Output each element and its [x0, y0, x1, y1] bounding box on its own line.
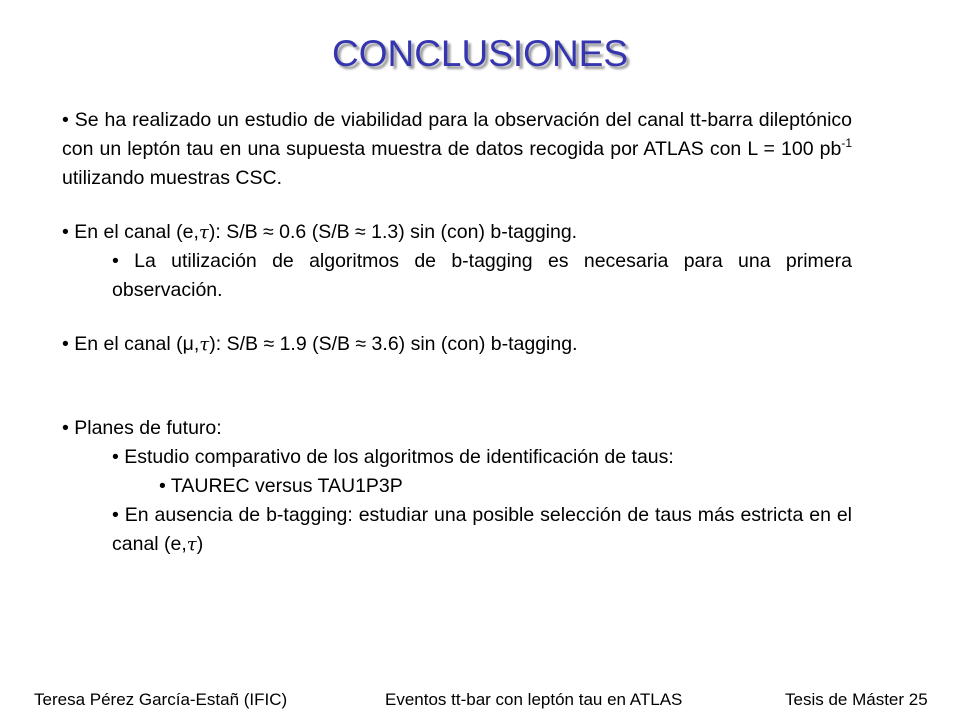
tau-symbol: τ	[186, 534, 197, 555]
future-plan-stricter-selection	[62, 501, 852, 559]
luminosity-exponent: -1	[841, 135, 852, 150]
footer-author: Teresa Pérez García-Estañ (IFIC)	[34, 690, 288, 709]
btagging-necessity-note: • La utilización de algoritmos de b-tagging es necesaria para una primera observación.	[112, 250, 852, 301]
footer-page-info: Tesis de Máster 25	[785, 690, 928, 709]
tau-symbol: τ	[199, 334, 210, 355]
footer-talk-title: Eventos tt-bar con leptón tau en ATLAS	[385, 690, 683, 709]
tau-symbol: τ	[198, 222, 209, 243]
conclusion-e-tau-channel	[62, 218, 852, 247]
stricter-selection-pre: • En ausencia de b-tagging: estudiar una posible selección de taus más estricta en el canal (e,	[112, 504, 852, 555]
stricter-selection-post: )	[196, 533, 204, 555]
future-plan-comparative-study: • Estudio comparativo de los algoritmos de identificación de taus:	[112, 446, 674, 468]
future-plans-heading: • Planes de futuro:	[62, 417, 222, 439]
conclusion-mu-tau-channel	[62, 330, 852, 359]
slide-title: CONCLUSIONES	[331, 33, 629, 74]
viability-text: • Se ha realizado un estudio de viabilidad para la observación del canal tt-barra dileptónico con un leptón tau en una supuesta muestra de datos recogida por ATLAS con L = 100 pb	[62, 109, 852, 160]
mu-tau-post: ): S/B ≈ 1.9 (S/B ≈ 3.6) sin (con) b-tagging.	[209, 333, 578, 355]
future-plan-algorithms: • TAUREC versus TAU1P3P	[159, 475, 403, 497]
e-tau-post: ): S/B ≈ 0.6 (S/B ≈ 1.3) sin (con) b-tagging.	[208, 221, 578, 243]
conclusion-viability-study	[62, 106, 852, 193]
e-tau-pre: • En el canal (e,	[62, 221, 199, 243]
viability-tail: utilizando muestras CSC.	[62, 167, 283, 189]
mu-tau-pre: • En el canal (μ,	[62, 333, 200, 355]
slide-body	[62, 106, 852, 559]
